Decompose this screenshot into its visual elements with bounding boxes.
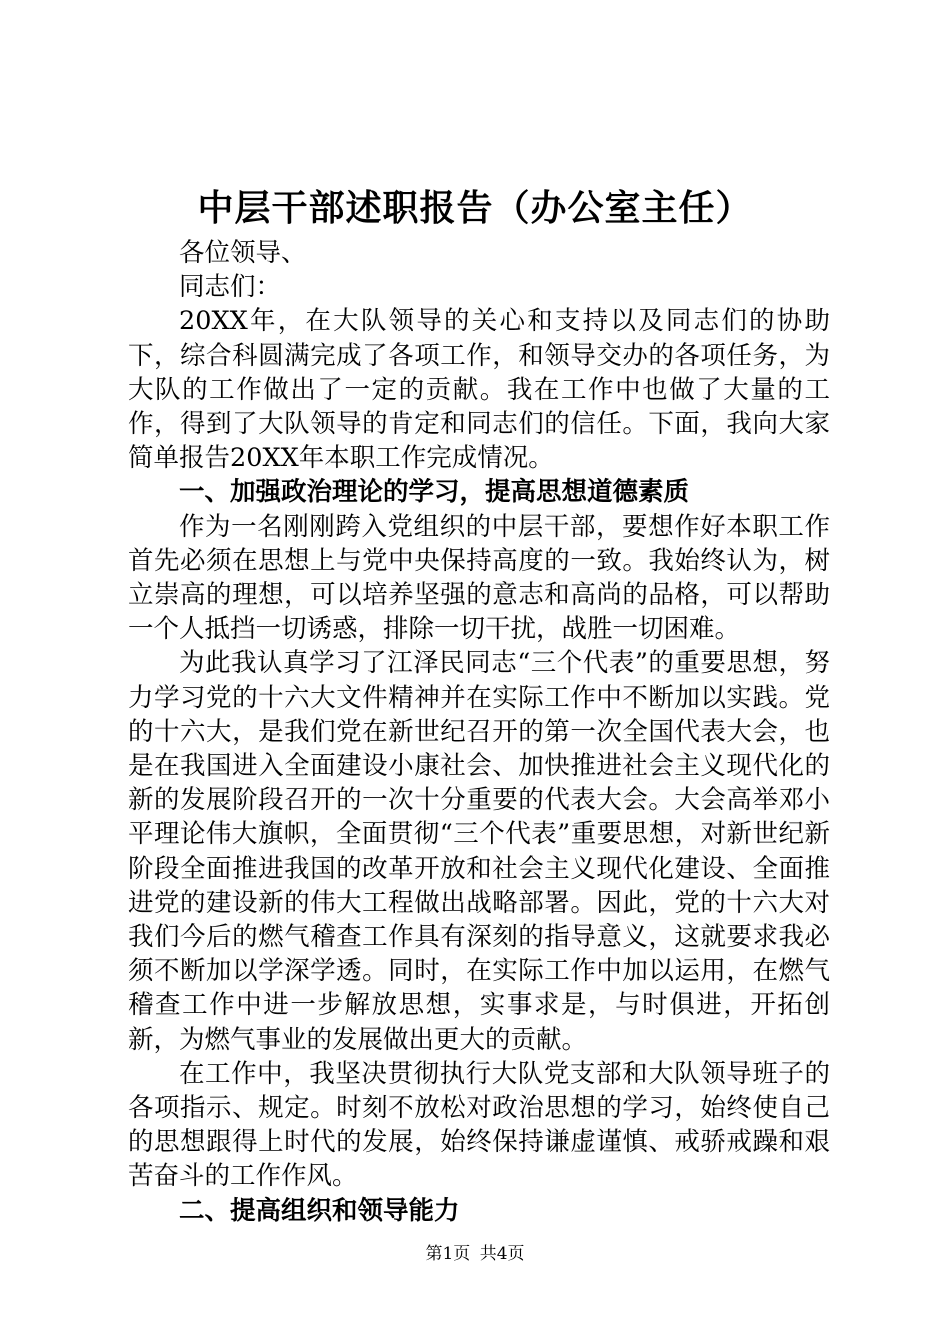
page-number: 第1页 (425, 1244, 471, 1264)
section-heading-2: 二、提高组织和领导能力 (179, 1195, 460, 1226)
document-title: 中层干部述职报告（办公室主任） (197, 187, 753, 229)
paragraph-intro: 20XX年，在大队领导的关心和支持以及同志们的协助下，综合科圆满完成了各项工作，和领导交办的各项任务，为大队的工作做出了一定的贡献。我在工作中也做了大量的工作，得到了大队领导的肯定和同志们的信任。下面，我向大家简单报告20XX年本职工作完成情况。 (128, 306, 830, 474)
page-footer (0, 1242, 950, 1266)
document-body (128, 236, 830, 1228)
salutation-leaders: 各位领导、 (179, 238, 307, 268)
salutation-comrades: 同志们： (179, 272, 282, 303)
paragraph-section1-c: 在工作中，我坚决贯彻执行大队党支部和大队领导班子的各项指示、规定。时刻不放松对政治思想的学习，始终使自己的思想跟得上时代的发展，始终保持谦虚谨慎、戒骄戒躁和艰苦奋斗的工作作风。 (128, 1058, 830, 1192)
page-total: 共4页 (479, 1244, 525, 1264)
paragraph-section1-b: 为此我认真学习了江泽民同志“三个代表”的重要思想，努力学习党的十六大文件精神并在实际工作中不断加以实践。党的十六大，是我们党在新世纪召开的第一次全国代表大会，也是在我国进入全面建设小康社会、加快推进社会主义现代化的新的发展阶段召开的一次十分重要的代表大会。大会高举邓小平理论伟大旗帜，全面贯彻“三个代表”重要思想，对新世纪新阶段全面推进我国的改革开放和社会主义现代化建设、全面推进党的建设新的伟大工程做出战略部署。因此，党的十六大对我们今后的燃气稽查工作具有深刻的指导意义，这就要求我必须不断加以学深学透。同时，在实际工作中加以运用，在燃气稽查工作中进一步解放思想，实事求是，与时俱进，开拓创新，为燃气事业的发展做出更大的贡献。 (128, 648, 830, 1055)
paragraph-section1-a: 作为一名刚刚跨入党组织的中层干部，要想作好本职工作首先必须在思想上与党中央保持高度的一致。我始终认为，树立崇高的理想，可以培养坚强的意志和高尚的品格，可以帮助一个人抵挡一切诱惑，排除一切干扰，战胜一切困难。 (128, 511, 830, 645)
section-heading-1: 一、加强政治理论的学习，提高思想道德素质 (179, 477, 690, 508)
